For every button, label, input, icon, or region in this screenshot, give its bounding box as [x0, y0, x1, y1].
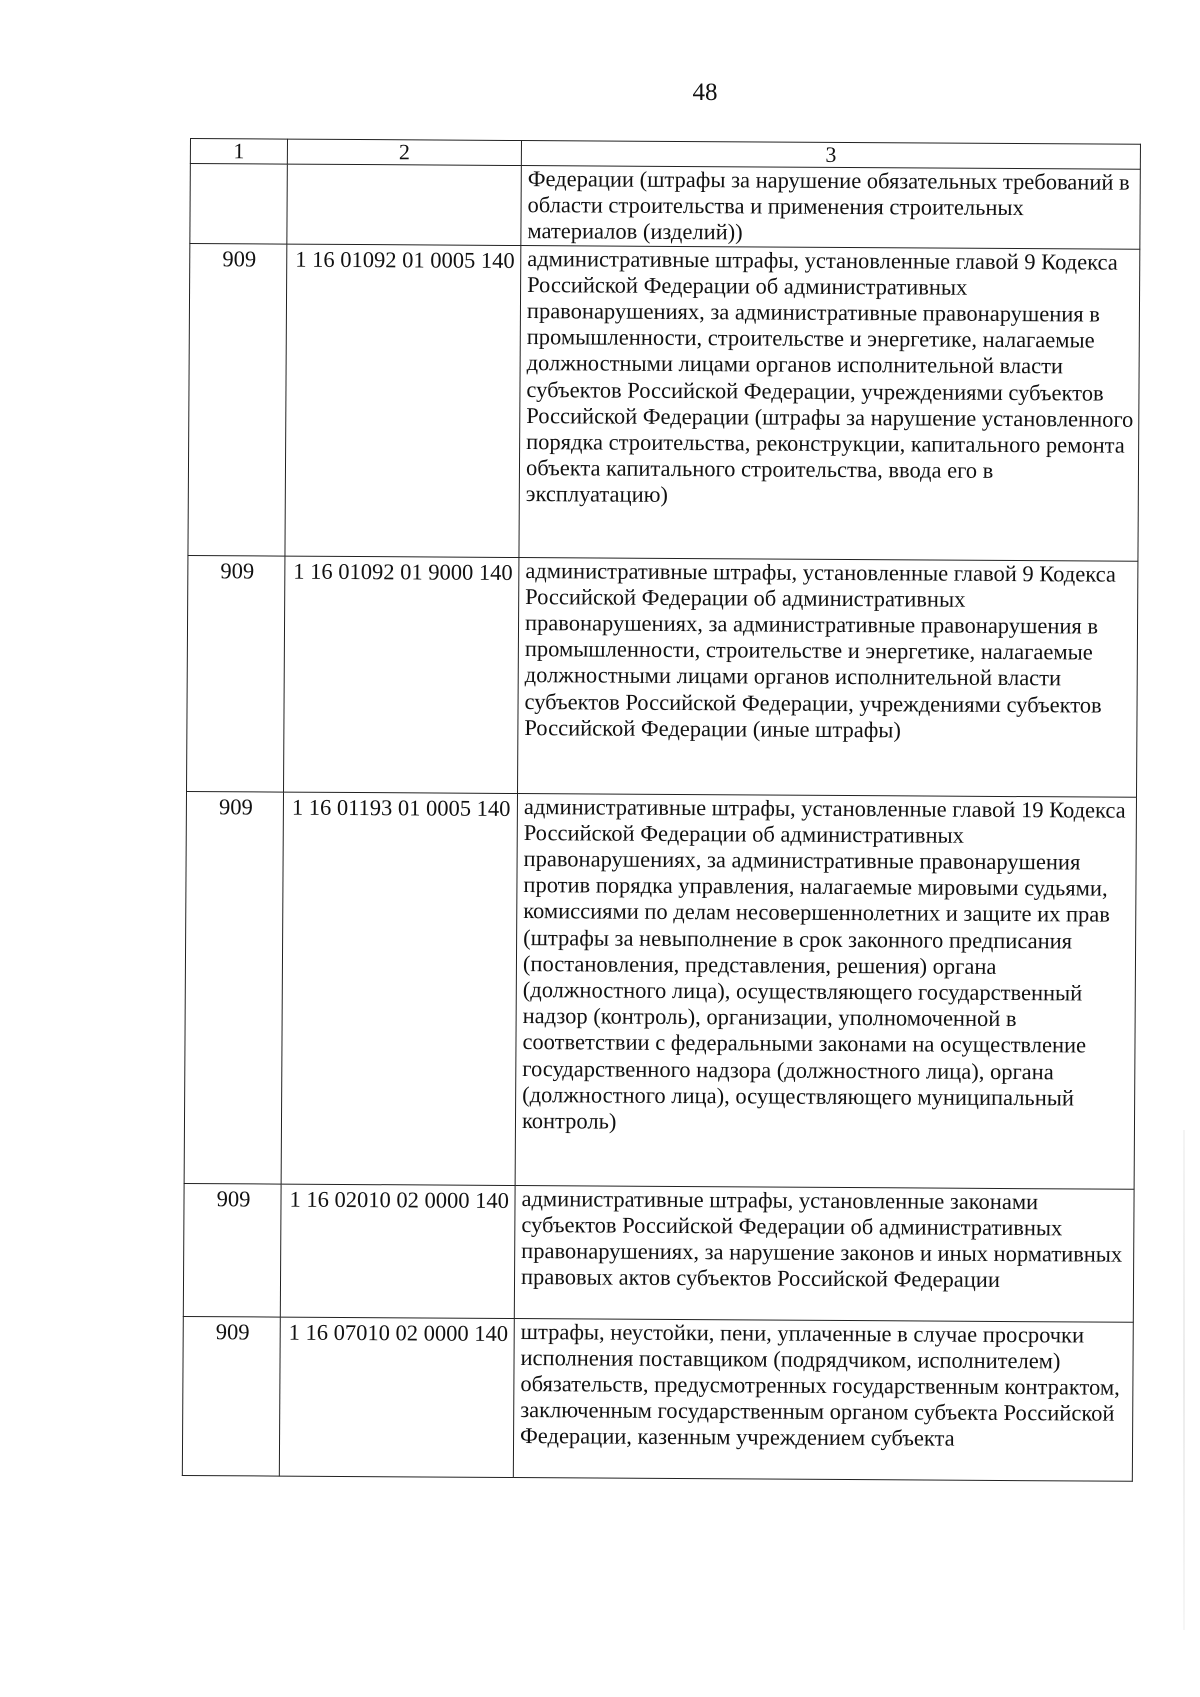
admin-code-cell: 909	[183, 1183, 281, 1317]
table-row	[190, 164, 1140, 249]
admin-code-cell: 909	[187, 555, 285, 792]
kbk-code-cell: 1 16 01092 01 9000 140	[284, 556, 519, 793]
description-cell: административные штрафы, установленные главой 19 Кодекса Российской Федерации об административных правонарушениях, за административные правонарушения против порядка управления, налагаемые мировыми судьями, комиссиями по делам несовершеннолетних и защите их прав (штрафы за невыполнение в срок законного предписания (постановления, представления, решения) органа (должностного лица), осуществляющего государственный надзор (контроль), организации, уполномоченной в соответствии с федеральными законами на осуществление государственного надзора (должностного лица), органа (должностного лица), осуществляющего муниципальный контроль)	[515, 793, 1136, 1189]
page-number: 48	[692, 79, 718, 106]
description-cell: административные штрафы, установленные законами субъектов Российской Федерации об административных правонарушениях, за нарушение законов и иных нормативных правовых актов субъектов Российской Федерации	[514, 1185, 1134, 1322]
kbk-code-cell: 1 16 02010 02 0000 140	[280, 1184, 515, 1318]
table-row	[187, 555, 1138, 797]
scan-edge-shadow	[1183, 1130, 1185, 1630]
admin-code-cell: 909	[188, 243, 287, 556]
revenue-codes-table	[182, 138, 1140, 1481]
admin-code-cell: 909	[182, 1316, 280, 1476]
table-row	[188, 243, 1140, 561]
admin-code-cell: 909	[184, 791, 283, 1184]
description-cell: административные штрафы, установленные главой 9 Кодекса Российской Федерации об административных правонарушениях, за административные правонарушения в промышленности, строительстве и энергетике, налагаемые должностными лицами органов исполнительной власти субъектов Российской Федерации, учреждениями субъектов Российской Федерации (иные штрафы)	[518, 557, 1138, 797]
kbk-code-cell: 1 16 01193 01 0005 140	[281, 792, 517, 1185]
kbk-code-cell: 1 16 07010 02 0000 140	[279, 1317, 514, 1477]
column-header-2: 2	[287, 139, 521, 165]
description-cell: штрафы, неустойки, пени, уплаченные в случае просрочки исполнения поставщиком (подрядчиком, исполнителем) обязательств, предусмотренных государственным контрактом, заключенным государственным органом субъекта Российской Федерации, казенным учреждением субъекта	[513, 1318, 1133, 1481]
table-row	[182, 1316, 1133, 1481]
description-cell: Федерации (штрафы за нарушение обязательных требований в области строительства и применения строительных материалов (изделий))	[521, 166, 1140, 249]
admin-code-cell	[190, 164, 287, 244]
column-header-1: 1	[190, 139, 287, 165]
column-header-3: 3	[521, 141, 1140, 170]
description-cell: административные штрафы, установленные главой 9 Кодекса Российской Федерации об административных правонарушениях, за административные правонарушения в промышленности, строительстве и энергетике, налагаемые должностными лицами органов исполнительной власти субъектов Российской Федерации, учреждениями субъектов Российской Федерации (штрафы за нарушение установленного порядка строительства, реконструкции, капитального ремонта объекта капитального строительства, ввода его в эксплуатацию)	[519, 245, 1140, 561]
kbk-code-cell: 1 16 01092 01 0005 140	[285, 244, 521, 557]
table-row	[184, 791, 1136, 1189]
table-row	[183, 1183, 1134, 1322]
kbk-code-cell	[287, 164, 521, 245]
